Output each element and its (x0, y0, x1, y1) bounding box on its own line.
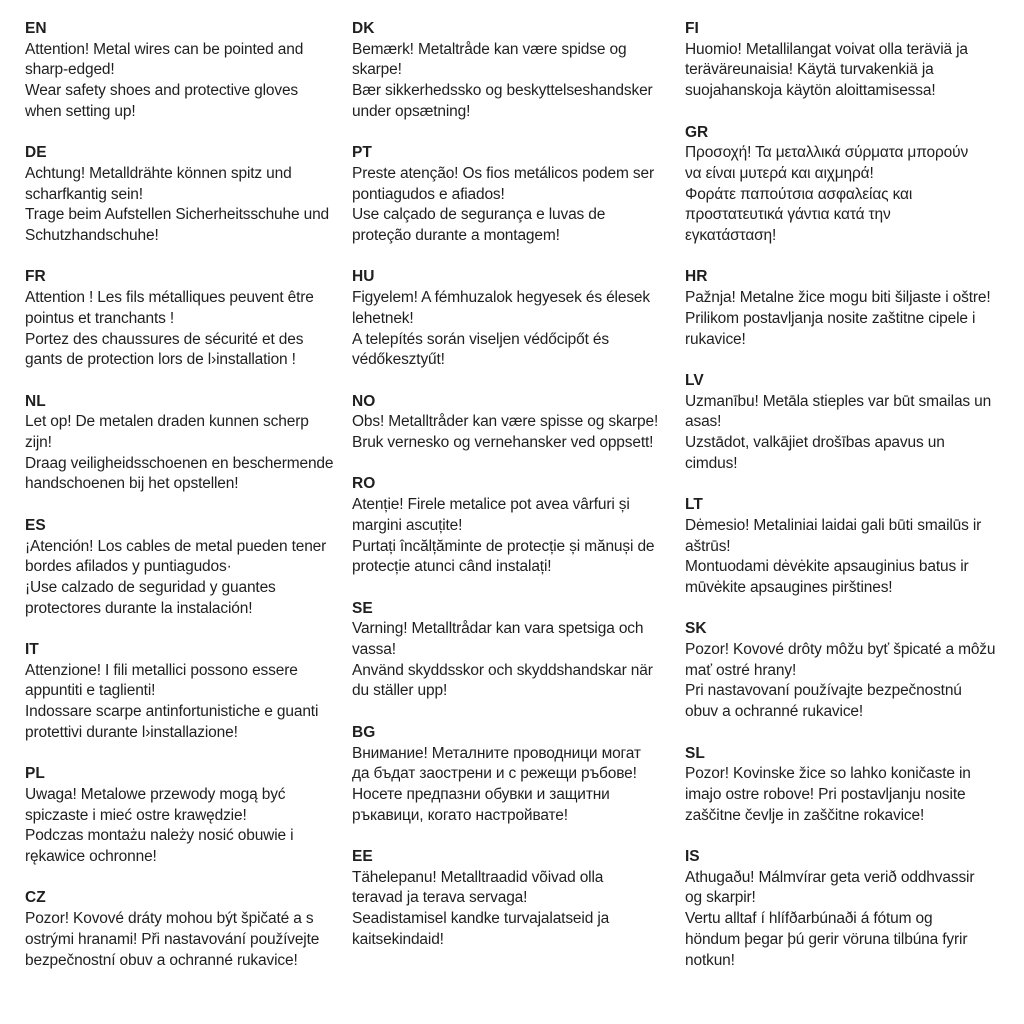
warning-line: asas! (685, 413, 722, 431)
language-code: HR (685, 268, 708, 286)
warning-line: Portez des chaussures de sécurité et des (25, 330, 304, 348)
warning-line: εγκατάσταση! (685, 227, 777, 245)
warning-line: Attention! Metal wires can be pointed and (25, 40, 304, 58)
column-1 (25, 19, 360, 992)
warning-line: Obs! Metalltråder kan være spisse og skarpe! (352, 413, 659, 431)
warning-line: handschoenen bij het opstellen! (25, 475, 239, 493)
language-block-it (25, 640, 360, 744)
warning-line: Draag veiligheidsschoenen en beschermende (25, 454, 334, 472)
warning-line: pontiagudos e afiados! (352, 185, 505, 203)
warning-line: να είναι μυτερά και αιχμηρά! (685, 164, 874, 182)
language-block-nl (25, 392, 360, 496)
warning-line: ¡Atención! Los cables de metal pueden tener (25, 537, 327, 555)
language-code: PL (25, 765, 45, 783)
language-block-hu (352, 267, 687, 371)
warning-line: Use calçado de segurança e luvas de (352, 206, 606, 224)
language-block-pl (25, 764, 360, 868)
warning-line: obuv a ochranné rukavice! (685, 703, 864, 721)
warning-line: zijn! (25, 434, 52, 452)
warning-line: pointus et tranchants ! (25, 309, 175, 327)
warning-line: under opsætning! (352, 102, 471, 120)
warning-line: mūvėkite apsaugines pirštines! (685, 578, 893, 596)
warning-line: Dėmesio! Metaliniai laidai gali būti smailūs ir (685, 516, 982, 534)
language-block-fr (25, 267, 360, 371)
warning-line: og skarpir! (685, 889, 756, 907)
warning-line: aštrūs! (685, 537, 731, 555)
warning-line: Montuodami dėvėkite apsauginius batus ir (685, 558, 969, 576)
warning-line: Preste atenção! Os fios metálicos podem ser (352, 164, 654, 182)
language-code: CZ (25, 889, 46, 907)
warning-line: Pozor! Kovové drôty môžu byť špicaté a môžu (685, 641, 996, 659)
language-code: IT (25, 641, 39, 659)
warning-line: Pozor! Kovové dráty mohou být špičaté a s (25, 910, 314, 928)
language-code: NO (352, 392, 376, 410)
language-block-ee (352, 847, 687, 951)
language-block-cz (25, 888, 360, 971)
warning-line: bordes afilados y puntiagudos· (25, 558, 232, 576)
language-block-de (25, 143, 360, 247)
language-block-gr (685, 123, 1020, 247)
column-3 (685, 19, 1020, 992)
warning-line: Attention ! Les fils métalliques peuvent être (25, 289, 314, 307)
language-code: LV (685, 371, 704, 389)
language-code: NL (25, 392, 46, 410)
warning-line: proteção durante a montagem! (352, 227, 560, 245)
warning-line: Uzmanību! Metāla stieples var būt smailas un (685, 392, 992, 410)
warning-line: Athugaðu! Málmvírar geta verið oddhvassir (685, 868, 975, 886)
warning-line: Figyelem! A fémhuzalok hegyesek és élesek (352, 289, 650, 307)
warning-line: rukavice! (685, 330, 746, 348)
column-2 (352, 19, 687, 971)
warning-line: höndum þegar þú gerir vöruna tilbúna fyrir (685, 930, 968, 948)
language-block-pt (352, 143, 687, 247)
warning-line: vassa! (352, 641, 396, 659)
warning-line: sharp-edged! (25, 61, 115, 79)
warning-line: scharfkantig sein! (25, 185, 143, 203)
language-block-ro (352, 474, 687, 578)
warning-line: да бъдат заострени и с режещи ръбове! (352, 765, 637, 783)
warning-line: kaitsekindaid! (352, 930, 444, 948)
language-block-lt (685, 495, 1020, 599)
warning-line: Προσοχή! Τα μεταλλικά σύρματα μπορούν (685, 144, 969, 162)
warning-line: Varning! Metalltrådar kan vara spetsiga och (352, 620, 644, 638)
warning-line: Wear safety shoes and protective gloves (25, 82, 299, 100)
warning-line: Atenție! Firele metalice pot avea vârfuri și (352, 496, 630, 514)
warning-line: Purtați încălțăminte de protecție și mănuși de (352, 537, 655, 555)
warning-line: ръкавици, когато настройвате! (352, 806, 568, 824)
language-code: HU (352, 268, 375, 286)
warning-line: notkun! (685, 951, 735, 969)
language-code: EN (25, 20, 47, 37)
warning-line: Schutzhandschuhe! (25, 227, 159, 245)
warning-line: Pozor! Kovinske žice so lahko koničaste in (685, 765, 971, 783)
warning-line: cimdus! (685, 454, 738, 472)
warning-line: Tähelepanu! Metalltraadid võivad olla (352, 868, 604, 886)
language-code: PT (352, 144, 372, 162)
warning-line: Använd skyddsskor och skyddshandskar när (352, 661, 653, 679)
warning-line: Φοράτε παπούτσια ασφαλείας και (685, 185, 913, 203)
language-block-lv (685, 371, 1020, 475)
warning-line: rękawice ochronne! (25, 848, 157, 866)
warning-line: teräväreunaisia! Käytä turvakenkiä ja (685, 61, 934, 79)
language-block-sl (685, 744, 1020, 827)
warning-line: προστατευτικά γάντια κατά την (685, 206, 891, 224)
language-code: DE (25, 144, 47, 162)
warning-line: Bruk vernesko og vernehansker ved oppsett! (352, 434, 654, 452)
language-block-is (685, 847, 1020, 971)
language-block-bg (352, 723, 687, 827)
language-code: IS (685, 848, 700, 866)
warning-line: appuntiti e taglienti! (25, 682, 156, 700)
warning-line: protectores durante la instalación! (25, 599, 253, 617)
warning-line: lehetnek! (352, 309, 414, 327)
warning-line: ¡Use calzado de seguridad y guantes (25, 578, 276, 596)
language-code: GR (685, 123, 709, 141)
warning-line: Podczas montażu należy nosić obuwie i (25, 827, 294, 845)
warning-line: skarpe! (352, 61, 402, 79)
warning-line: bezpečnostní obuv a ochranné rukavice! (25, 951, 298, 969)
warning-line: gants de protection lors de l›installation ! (25, 351, 296, 369)
warning-line: Внимание! Металните проводници могат (352, 744, 641, 762)
language-block-hr (685, 267, 1020, 350)
language-code: SE (352, 599, 373, 617)
language-code: BG (352, 723, 376, 741)
warning-line: Uwaga! Metalowe przewody mogą być (25, 785, 286, 803)
warning-line: Trage beim Aufstellen Sicherheitsschuhe und (25, 206, 330, 224)
language-block-es (25, 516, 360, 620)
warning-line: margini ascuțite! (352, 516, 463, 534)
warning-line: Indossare scarpe antinfortunistiche e guanti (25, 703, 319, 721)
warning-line: Pažnja! Metalne žice mogu biti šiljaste i oštre! (685, 289, 991, 307)
language-code: SL (685, 744, 705, 762)
language-block-fi (685, 19, 1020, 102)
language-code: FI (685, 20, 699, 37)
warning-line: A telepítés során viseljen védőcipőt és (352, 330, 609, 348)
warning-line: Bær sikkerhedssko og beskyttelseshandsker (352, 82, 653, 100)
warning-line: protettivi durante l›installazione! (25, 723, 238, 741)
warning-line: Huomio! Metallilangat voivat olla teräviä ja (685, 40, 968, 58)
language-block-sk (685, 619, 1020, 723)
warning-line: ostrými hranami! Při nastavování používejte (25, 930, 320, 948)
warning-line: spiczaste i mieć ostre krawędzie! (25, 806, 247, 824)
language-code: EE (352, 848, 373, 866)
warning-line: zaščitne čevlje in zaščitne rokavice! (685, 806, 925, 824)
language-block-no (352, 392, 687, 454)
warning-line: Pri nastavovaní používajte bezpečnostnú (685, 682, 962, 700)
language-block-se (352, 599, 687, 703)
warning-line: suojahanskoja käytön aloittamisessa! (685, 82, 936, 100)
language-code: SK (685, 620, 707, 638)
warning-line: Prilikom postavljanja nosite zaštitne cipele i (685, 309, 976, 327)
warning-line: when setting up! (25, 102, 136, 120)
warning-line: teravad ja terava servaga! (352, 889, 528, 907)
warning-line: Achtung! Metalldrähte können spitz und (25, 164, 292, 182)
warning-line: imajo ostre robove! Pri postavljanju nosite (685, 785, 966, 803)
warning-line: mať ostré hrany! (685, 661, 797, 679)
language-code: FR (25, 268, 46, 286)
language-code: ES (25, 516, 46, 534)
language-code: RO (352, 475, 376, 493)
warning-line: Bemærk! Metaltråde kan være spidse og (352, 40, 627, 58)
warning-line: du ställer upp! (352, 682, 448, 700)
language-code: LT (685, 496, 703, 514)
warning-line: Носете предпазни обувки и защитни (352, 785, 610, 803)
warning-line: védőkesztyűt! (352, 351, 445, 369)
warning-line: Vertu alltaf í hlífðarbúnaði á fótum og (685, 910, 933, 928)
warning-line: Let op! De metalen draden kunnen scherp (25, 413, 309, 431)
language-code: DK (352, 20, 375, 37)
language-block-en (25, 19, 360, 123)
warning-line: Seadistamisel kandke turvajalatseid ja (352, 910, 610, 928)
language-block-dk (352, 19, 687, 123)
warning-line: Uzstādot, valkājiet drošības apavus un (685, 434, 945, 452)
warning-line: protecție atunci când instalați! (352, 558, 552, 576)
warning-line: Attenzione! I fili metallici possono essere (25, 661, 298, 679)
